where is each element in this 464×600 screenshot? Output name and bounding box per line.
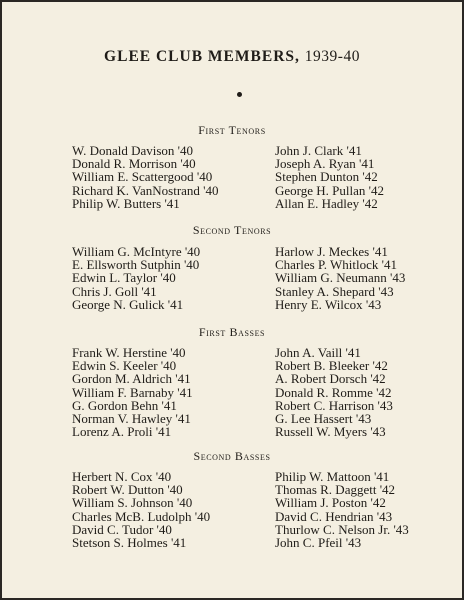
member-name: Edwin L. Taylor '40 — [72, 270, 176, 286]
member-name: George H. Pullan '42 — [275, 182, 384, 198]
section-heading-first-tenors: First Tenors — [198, 123, 266, 137]
member-name: Donald R. Morrison '40 — [72, 156, 196, 172]
first-tenors-left-column — [72, 144, 219, 210]
second-tenors-right-column — [275, 245, 405, 311]
member-name: Robert C. Harrison '43 — [275, 397, 393, 413]
member-name: Harlow J. Meckes '41 — [275, 244, 388, 259]
member-name: Chris J. Goll '41 — [72, 283, 157, 299]
member-name: Allan E. Hadley '42 — [275, 195, 378, 211]
member-name: Lorenz A. Proli '41 — [72, 424, 172, 440]
member-name: A. Robert Dorsch '42 — [275, 371, 386, 387]
member-name: William G. McIntyre '40 — [72, 244, 201, 259]
section-heading-first-basses: First Basses — [198, 325, 266, 339]
member-name: W. Donald Davison '40 — [72, 143, 194, 158]
member-name: Norman V. Hawley '41 — [72, 410, 191, 426]
member-name: Russell W. Myers '43 — [275, 424, 386, 440]
member-name: Joseph A. Ryan '41 — [275, 156, 375, 172]
member-name: G. Gordon Behn '41 — [72, 397, 177, 413]
member-name: Charles McB. Ludolph '40 — [72, 508, 211, 524]
page-title — [2, 48, 462, 66]
member-name: Stanley A. Shepard '43 — [275, 283, 394, 299]
member-name: Charles P. Whitlock '41 — [275, 257, 397, 273]
first-basses-left-column — [72, 346, 193, 438]
first-basses-right-column — [275, 346, 393, 438]
section-heading-second-basses: Second Basses — [193, 449, 271, 463]
member-name: Thurlow C. Nelson Jr. '43 — [275, 521, 409, 537]
member-name: E. Ellsworth Sutphin '40 — [72, 257, 200, 273]
member-name: Henry E. Wilcox '43 — [275, 296, 382, 312]
member-name: Donald R. Romme '42 — [275, 384, 392, 400]
member-name: David C. Tudor '40 — [72, 521, 172, 537]
member-name: John A. Vaill '41 — [275, 345, 361, 360]
member-name: William S. Johnson '40 — [72, 495, 193, 511]
member-name: Philip W. Butters '41 — [72, 195, 180, 211]
title-main: GLEE CLUB MEMBERS, — [104, 48, 300, 65]
section-heading-second-tenors: Second Tenors — [192, 223, 272, 237]
member-name: Stetson S. Holmes '41 — [72, 534, 187, 550]
second-basses-left-column — [72, 470, 210, 549]
member-name: Robert B. Bleeker '42 — [275, 358, 388, 374]
member-name: Philip W. Mattoon '41 — [275, 469, 390, 484]
member-name: Frank W. Herstine '40 — [72, 345, 186, 360]
member-name: William E. Scattergood '40 — [72, 169, 213, 185]
member-name: John J. Clark '41 — [275, 143, 362, 158]
member-name: Robert W. Dutton '40 — [72, 482, 183, 498]
member-name: David C. Hendrian '43 — [275, 508, 393, 524]
member-name: Edwin S. Keeler '40 — [72, 358, 177, 374]
second-tenors-left-column — [72, 245, 200, 311]
second-basses-right-column — [275, 470, 409, 549]
bullet-ornament — [237, 92, 242, 97]
first-tenors-right-column — [275, 144, 384, 210]
member-name: Herbert N. Cox '40 — [72, 469, 172, 484]
member-name: Thomas R. Daggett '42 — [275, 482, 396, 498]
member-name: Stephen Dunton '42 — [275, 169, 378, 185]
member-name: Gordon M. Aldrich '41 — [72, 371, 191, 387]
member-name: G. Lee Hassert '43 — [275, 410, 372, 426]
member-name: George N. Gulick '41 — [72, 296, 184, 312]
member-name: John C. Pfeil '43 — [275, 534, 362, 550]
title-year: 1939-40 — [304, 48, 360, 65]
member-name: William J. Poston '42 — [275, 495, 386, 511]
member-name: William F. Barnaby '41 — [72, 384, 193, 400]
member-name: William G. Neumann '43 — [275, 270, 406, 286]
member-name: Richard K. VanNostrand '40 — [72, 182, 219, 198]
